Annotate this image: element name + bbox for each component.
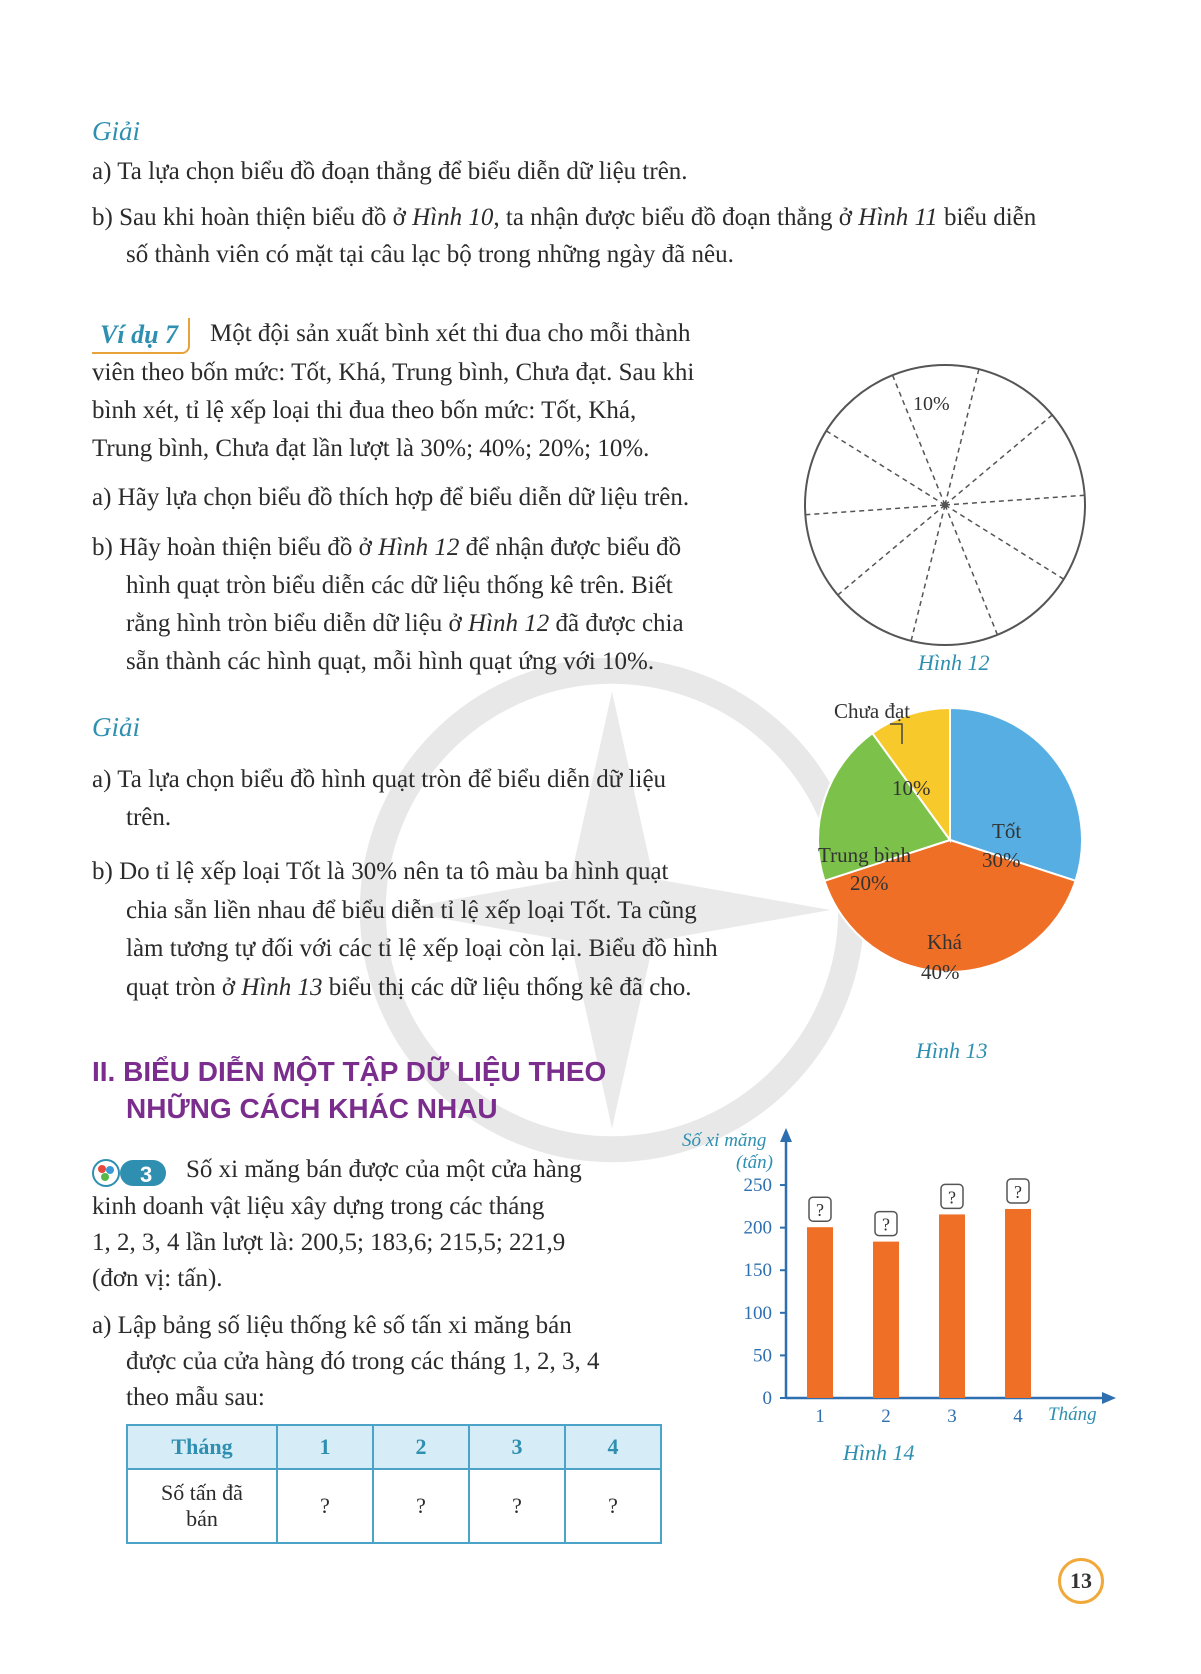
table-header-month: 1 [277, 1425, 373, 1469]
solution-title-2: Giải [92, 712, 141, 742]
activity-3-a-3: theo mẫu sau: [126, 1384, 265, 1411]
example-7-a: a) Hãy lựa chọn biểu đồ thích hợp để biểu diễn dữ liệu trên. [92, 484, 690, 511]
y-tick-label: 0 [762, 1388, 772, 1409]
pie-label-kha: Khá [927, 930, 962, 954]
solution-2-b-4: quạt tròn ở Hình 13 biểu thị các dữ liệu thống kê đã cho. [126, 974, 692, 1001]
page-number: 13 [1058, 1558, 1104, 1604]
activity-3-line-1: Số xi măng bán được của một cửa hàng [186, 1156, 582, 1183]
figure-13-pie [800, 700, 1100, 1050]
data-table [126, 1424, 662, 1544]
pie-label-trung-binh: Trung bình [818, 843, 912, 867]
table-cell: ? [373, 1469, 469, 1543]
y-tick-label: 100 [743, 1302, 772, 1324]
solution-2-b-3: làm tương tự đối với các tỉ lệ xếp loại còn lại. Biểu đồ hình [126, 935, 718, 962]
table-header-month: 2 [373, 1425, 469, 1469]
table-row-label: Số tấn đã bán [127, 1469, 277, 1543]
bar-label: ? [948, 1187, 956, 1208]
pie-label-chua-dat: Chưa đạt [834, 700, 911, 723]
example-7-line-3: bình xét, tỉ lệ xếp loại thi đua theo bốn mức: Tốt, Khá, [92, 397, 637, 424]
chart-xlabel: Tháng [1048, 1404, 1097, 1425]
activity-3-a-1: a) Lập bảng số liệu thống kê số tấn xi măng bán [92, 1312, 572, 1339]
figure-12-circle [800, 360, 1090, 650]
table-cell: ? [277, 1469, 373, 1543]
chart-ylabel-2: (tấn) [736, 1152, 773, 1173]
example-7-line-4: Trung bình, Chưa đạt lần lượt là 30%; 40%; 20%; 10%. [92, 435, 650, 462]
bar [1005, 1209, 1031, 1398]
solution-title-1: Giải [92, 116, 141, 146]
table-header-month: 3 [469, 1425, 565, 1469]
y-tick-label: 250 [743, 1175, 772, 1197]
example-7-b-2: hình quạt tròn biểu diễn các dữ liệu thống kê trên. Biết [126, 572, 673, 599]
figure-12-caption: Hình 12 [918, 650, 990, 675]
bar [939, 1214, 965, 1398]
y-tick-label: 200 [743, 1217, 772, 1239]
example-7-b-4: sẵn thành các hình quạt, mỗi hình quạt ứng với 10%. [126, 648, 655, 675]
pie-value-chua-dat: 10% [892, 776, 931, 800]
solution-1-b: b) Sau khi hoàn thiện biểu đồ ở Hình 10, ta nhận được biểu đồ đoạn thẳng ở Hình 11 biểu diễn [92, 204, 1037, 231]
figure-14-bar-chart [670, 1124, 1120, 1444]
bar [873, 1242, 899, 1398]
x-tick-label: 3 [947, 1406, 957, 1427]
activity-badge [92, 1156, 172, 1190]
bar-label: ? [1014, 1181, 1022, 1202]
x-tick-label: 1 [815, 1406, 825, 1427]
bar-label: ? [816, 1200, 824, 1221]
figure-13-caption: Hình 13 [916, 1038, 988, 1063]
activity-3-line-3: 1, 2, 3, 4 lần lượt là: 200,5; 183,6; 215,5; 221,9 [92, 1229, 566, 1256]
table-header-label: Tháng [127, 1425, 277, 1469]
section-2-heading-line-1: II. BIỂU DIỄN MỘT TẬP DỮ LIỆU THEO [92, 1056, 607, 1087]
example-7-b-1: b) Hãy hoàn thiện biểu đồ ở Hình 12 để nhận được biểu đồ [92, 534, 682, 561]
pie-value-tot: 30% [982, 848, 1021, 872]
activity-3-line-4: (đơn vị: tấn). [92, 1265, 223, 1292]
bar [807, 1227, 833, 1398]
activity-number: 3 [140, 1162, 153, 1187]
solution-2-b-1: b) Do tỉ lệ xếp loại Tốt là 30% nên ta tô màu ba hình quạt [92, 858, 669, 885]
figure-12-label: 10% [913, 393, 950, 415]
solution-2-b-2: chia sẵn liền nhau để biểu diễn tỉ lệ xếp loại Tốt. Ta cũng [126, 897, 697, 924]
x-tick-label: 2 [881, 1406, 891, 1427]
pie-label-tot: Tốt [992, 819, 1022, 843]
solution-1-b-cont: số thành viên có mặt tại câu lạc bộ trong những ngày đã nêu. [126, 241, 734, 268]
y-tick-label: 50 [753, 1345, 772, 1367]
bar-label: ? [882, 1214, 890, 1235]
table-cell: ? [469, 1469, 565, 1543]
table-row [127, 1469, 661, 1543]
pie-value-trung-binh: 20% [850, 871, 889, 895]
pie-value-kha: 40% [921, 960, 960, 984]
activity-3-a-2: được của cửa hàng đó trong các tháng 1, 2, 3, 4 [126, 1348, 600, 1375]
table-cell: ? [565, 1469, 661, 1543]
table-header-row [127, 1425, 661, 1469]
example-7-line-2: viên theo bốn mức: Tốt, Khá, Trung bình, Chưa đạt. Sau khi [92, 359, 695, 386]
section-2-heading-line-2: NHỮNG CÁCH KHÁC NHAU [126, 1093, 498, 1124]
x-tick-label: 4 [1013, 1406, 1023, 1427]
table-header-month: 4 [565, 1425, 661, 1469]
figure-14-caption: Hình 14 [843, 1440, 915, 1465]
solution-2-a-2: trên. [126, 804, 172, 831]
y-tick-label: 150 [743, 1260, 772, 1282]
example-7-line-1: Một đội sản xuất bình xét thi đua cho mỗi thành [210, 320, 691, 347]
example-7-b-3: rằng hình tròn biểu diễn dữ liệu ở Hình 12 đã được chia [126, 610, 684, 637]
solution-1-a: a) Ta lựa chọn biểu đồ đoạn thẳng để biểu diễn dữ liệu trên. [92, 158, 688, 185]
chart-ylabel-1: Số xi măng [682, 1130, 767, 1151]
activity-3-line-2: kinh doanh vật liệu xây dựng trong các tháng [92, 1193, 545, 1220]
example-7-badge: Ví dụ 7 [92, 318, 190, 354]
solution-2-a-1: a) Ta lựa chọn biểu đồ hình quạt tròn để biểu diễn dữ liệu [92, 766, 667, 793]
